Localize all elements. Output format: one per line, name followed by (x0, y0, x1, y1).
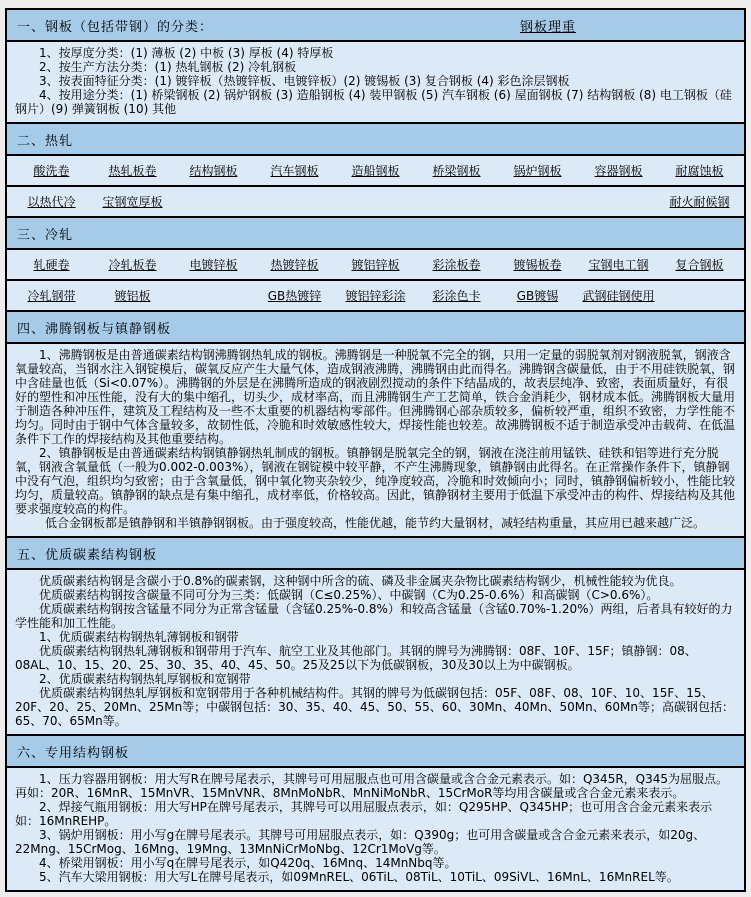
cr-link-full-hard-coil[interactable]: 轧硬卷 (33, 258, 70, 272)
section-heading-special-structural (7, 736, 744, 768)
hot-rolled-links-row-2 (7, 187, 744, 218)
paragraph: 4、桥梁用钢板：用小写q在牌号尾表示，如Q420q、16Mnq、14MnNbq等。 (39, 856, 457, 870)
paragraph: 2、镇静钢板是由普通碳素结构钢镇静钢热轧制成的钢板。镇静钢是脱氧完全的钢，钢液在浇注前用锰铁、硅铁和铝等进行充分脱氧，钢液含氧量低（一般为0.002-0.003%），钢液在钢锭模中较平静，不产生沸腾现象，镇静钢由此得名。在正常操作条件下，镇静钢中没有气泡，组织均匀致密；由于含氧量低，钢中氧化物夹杂较少，纯净度较高，冷脆和时效倾向小；同时，镇静钢偏析较小，性能比较均匀，质量较高。镇静钢的缺点是有集中缩孔，成材率低，价格较高。因此，镇静钢材主要用于低温下承受冲击的构件、焊接结构及其他要求强度较高的构件。 (15, 446, 736, 516)
steel-classification-table (5, 8, 746, 892)
empty-cell (335, 193, 416, 210)
quality-carbon-structural-body (7, 570, 744, 736)
hr-link-structural-plate[interactable]: 结构钢板 (189, 164, 238, 178)
cr-link-galvalume[interactable]: 镀铝锌板 (351, 258, 400, 272)
cold-rolled-links-row-2 (7, 281, 744, 312)
cr-link-gb-tinplate[interactable]: GB镀锡 (516, 289, 559, 303)
cr-link-aluminized-plate[interactable]: 镀铝板 (114, 289, 151, 303)
plate-weight-link[interactable]: 钢板理重 (520, 20, 577, 35)
paragraph: 优质碳素结构钢热轧薄钢板和钢带用于汽车、航空工业及其他部门。其钢的牌号为沸腾钢：08F、10F、15F；镇静钢：08、08AL、10、15、20、25、30、35、40、45、50。25及25以下为低碳钢板，30及30以上为中碳钢板。 (15, 644, 697, 672)
section-title: 六、专用结构钢板 (17, 746, 130, 761)
hr-link-hot-replacing-cold[interactable]: 以热代冷 (27, 195, 76, 209)
hr-link-auto-plate[interactable]: 汽车钢板 (270, 164, 319, 178)
paragraph: 低合金钢板都是镇静钢和半镇静钢钢板。由于强度较高，性能优越，能节约大量钢材，减轻结构重量，其应用已越来越广泛。 (45, 516, 706, 530)
paragraph: 5、汽车大梁用钢板：用大写L在牌号尾表示，如09MnREL、06TiL、08TiL、10TiL、09SiVL、16MnL、16MnREL等。 (39, 870, 679, 884)
cr-link-electro-galvanized[interactable]: 电镀锌板 (189, 258, 238, 272)
paragraph: 1、压力容器用钢板：用大写R在牌号尾表示，其牌号可用屈服点也可用含碳量或含合金元素表示。如：Q345R，Q345为屈服点。再如：20R、16MnR、15MnVR、15MnVNR、8MnMoNbR、MnNiMoNbR、15CrMoR等均用含碳量或含合金元素来表示。 (15, 772, 729, 800)
hr-link-boiler-plate[interactable]: 锅炉钢板 (513, 164, 562, 178)
hr-link-bridge-plate[interactable]: 桥梁钢板 (432, 164, 481, 178)
cr-link-baosteel-electrical-steel[interactable]: 宝钢电工钢 (588, 258, 649, 272)
empty-cell (497, 193, 578, 210)
hot-rolled-links-row-1 (7, 156, 744, 187)
paragraph: 优质碳素结构钢按含碳量不同可分为三类：低碳钢（C≤0.25%）、中碳钢（C为0.25-0.6%）和高碳钢（C>0.6%）。 (39, 588, 659, 602)
cr-link-color-coated-coil[interactable]: 彩涂板卷 (432, 258, 481, 272)
section-title: 一、钢板（包括带钢）的分类： (17, 20, 214, 35)
cr-link-cold-rolled-strip[interactable]: 冷轧钢带 (27, 289, 76, 303)
cold-rolled-links-row-1 (7, 250, 744, 281)
section-title: 四、沸腾钢板与镇静钢板 (17, 322, 172, 337)
paragraph: 1、沸腾钢板是由普通碳素结构钢沸腾钢热轧成的钢板。沸腾钢是一种脱氧不完全的钢，只用一定量的弱脱氧剂对钢液脱氧，钢液含氧量较高，当钢水注入钢锭模后，碳氧反应产生大量气体，造成钢液沸腾，沸腾钢由此而得名。沸腾钢含碳量低，由于不用硅铁脱氧，钢中含硅量也低（Si<0.07%）。沸腾钢的外层是在沸腾所造成的钢液剧烈搅动的条件下结晶成的，故表层纯净、致密，表面质量好，有很好的塑性和冲压性能，没有大的集中缩孔，切头少，成材率高，而且沸腾钢生产工艺简单，铁合金消耗少，钢材成本低。沸腾钢板大量用于制造各种冲压件，建筑及工程结构及一些不太重要的机器结构零部件。但沸腾钢心部杂质较多，偏析较严重，组织不致密，力学性能不均匀。同时由于钢中气体含量较多，故韧性低，冷脆和时效敏感性较大，焊接性能也较差。故沸腾钢板不适于制造承受冲击载荷、在低温条件下工作的焊接结构及其他重要结构。 (15, 348, 736, 446)
hr-link-corrosion-resistant-plate[interactable]: 耐腐蚀板 (675, 164, 724, 178)
section-heading-rimmed-killed-steel (7, 312, 744, 344)
paragraph: 优质碳素结构钢按含锰量不同分为正常含锰量（含锰0.25%-0.8%）和较高含锰量（含锰0.70%-1.20%）两组，后者具有较好的力学性能和加工性能。 (15, 602, 733, 630)
hr-link-hot-rolled-coil[interactable]: 热轧板卷 (108, 164, 157, 178)
special-structural-body (7, 768, 744, 890)
paragraph: 优质碳素结构钢热轧厚钢板和宽钢带用于各种机械结构件。其钢的牌号为低碳钢包括：05F、08F、08、10F、10、15F、15、20F、20、25、20Mn、25Mn等；中碳钢包括：30、35、40、45、50、55、60、30Mn、40Mn、50Mn、60Mn等；高碳钢包括：65、70、65Mn等。 (15, 686, 734, 728)
classification-item: 1、按厚度分类：(1) 薄板 (2) 中板 (3) 厚板 (4) 特厚板 (39, 46, 334, 60)
section-title: 二、热轧 (17, 134, 74, 149)
cr-link-gb-hot-dip-galvanized[interactable]: GB热镀锌 (267, 289, 322, 303)
empty-cell (416, 193, 497, 210)
classification-item: 4、按用途分类：(1) 桥梁钢板 (2) 锅炉钢板 (3) 造船钢板 (4) 装甲钢板 (5) 汽车钢板 (6) 屋面钢板 (7) 结构钢板 (8) 电工钢板（硅钢片）(9) 弹簧钢板 (10) 其他 (15, 88, 732, 116)
section-heading-classification (7, 10, 744, 42)
paragraph: 优质碳素结构钢是含碳小于0.8%的碳素钢，这种钢中所含的硫、磷及非金属夹杂物比碳素结构钢少，机械性能较为优良。 (39, 574, 682, 588)
cr-link-tinplate-coil[interactable]: 镀锡板卷 (513, 258, 562, 272)
classification-item: 3、按表面特征分类：(1) 镀锌板（热镀锌板、电镀锌板）(2) 镀锡板 (3) 复合钢板 (4) 彩色涂层钢板 (39, 74, 570, 88)
hr-link-shipbuilding-plate[interactable]: 造船钢板 (351, 164, 400, 178)
section-heading-quality-carbon-structural (7, 538, 744, 570)
paragraph: 2、焊接气瓶用钢板：用大写HP在牌号尾表示，其牌号可以用屈服点表示，如：Q295HP、Q345HP；也可用含合金元素来表示如：16MnREHP。 (15, 800, 713, 828)
empty-cell (254, 193, 335, 210)
paragraph: 1、优质碳素结构钢热轧薄钢板和钢带 (39, 630, 239, 644)
classification-item: 2、按生产方法分类：(1) 热轧钢板 (2) 冷轧钢板 (39, 60, 297, 74)
rimmed-killed-steel-body (7, 344, 744, 538)
cr-link-cold-rolled-coil[interactable]: 冷轧板卷 (108, 258, 157, 272)
classification-body (7, 42, 744, 124)
empty-cell (173, 287, 254, 304)
cr-link-clad-plate[interactable]: 复合钢板 (675, 258, 724, 272)
section-title: 五、优质碳素结构钢板 (17, 548, 158, 563)
section-heading-hot-rolled (7, 124, 744, 156)
hr-link-vessel-plate[interactable]: 容器钢板 (594, 164, 643, 178)
cr-link-wisco-silicon-steel[interactable]: 武钢硅钢使用 (582, 289, 655, 303)
paragraph: 3、锅炉用钢板：用小写g在牌号尾表示。其牌号可用屈服点表示，如：Q390g；也可用含碳量或含合金元素来表示，如20g、22Mng、15CrMog、16Mng、19Mng、13MnNiCrMoNbg、12Cr1MoVg等。 (15, 828, 706, 856)
cr-link-galvalume-color-coated[interactable]: 镀铝锌彩涂 (345, 289, 406, 303)
hr-link-fire-weather-resistant[interactable]: 耐火耐候钢 (669, 195, 730, 209)
cr-link-color-card[interactable]: 彩涂色卡 (432, 289, 481, 303)
empty-cell (659, 287, 740, 304)
section-heading-cold-rolled (7, 218, 744, 250)
cr-link-hot-dip-galvanized[interactable]: 热镀锌板 (270, 258, 319, 272)
hr-link-acid-pickled-coil[interactable]: 酸洗卷 (33, 164, 70, 178)
section-title: 三、冷轧 (17, 228, 74, 243)
hr-link-baosteel-heavy-plate[interactable]: 宝钢宽厚板 (102, 195, 163, 209)
empty-cell (578, 193, 659, 210)
empty-cell (173, 193, 254, 210)
paragraph: 2、优质碳素结构钢热轧厚钢板和宽钢带 (39, 672, 251, 686)
